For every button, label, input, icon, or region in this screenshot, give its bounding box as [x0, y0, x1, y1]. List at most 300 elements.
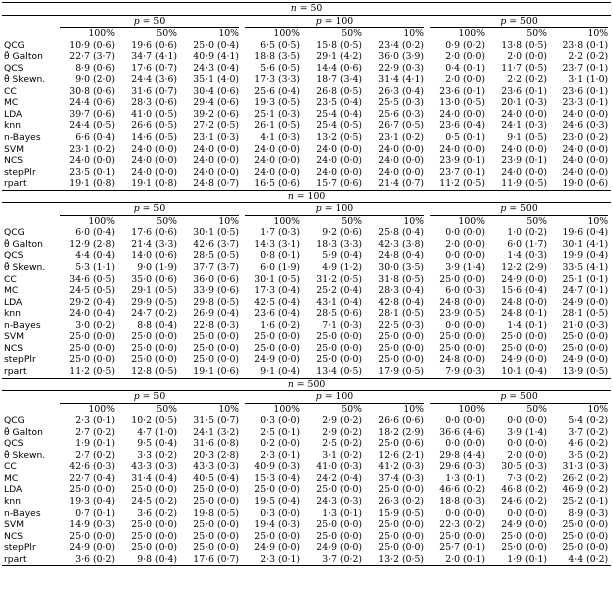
- table-cell: 0·8 (0·1): [260, 250, 300, 262]
- table-row: [2, 354, 611, 366]
- p-symbol: p: [500, 391, 507, 403]
- table-cell: 0·0 (0·0): [507, 415, 547, 427]
- table-cell: 17·6 (0·7): [180, 554, 242, 566]
- table-cell: 25·1 (0·3): [254, 108, 300, 120]
- table-cell: 23·6 (0·1): [562, 85, 609, 97]
- table-cell: 12·6 (2·1): [378, 449, 424, 461]
- table-cell: 36·0 (0·6): [193, 273, 239, 285]
- table-cell: 25·0 (0·0): [439, 331, 485, 343]
- table-cell: 23·3 (0·1): [562, 97, 609, 109]
- table-cell: 24·4 (0·5): [69, 120, 115, 132]
- table-cell: 30·4 (0·6): [193, 85, 239, 97]
- table-cell: 42·8 (0·4): [378, 296, 424, 308]
- table-cell: 26·7 (0·5): [378, 120, 424, 132]
- table-cell: 24·0 (0·0): [131, 143, 177, 155]
- pct-header: 50%: [341, 215, 362, 227]
- table-cell: 25·0 (0·6): [378, 438, 424, 450]
- table-cell: 39·2 (0·6): [193, 108, 239, 120]
- method-label: MC: [4, 97, 19, 109]
- table-cell: 24·9 (0·0): [562, 354, 609, 366]
- table-cell: 8·9 (0·6): [75, 62, 115, 74]
- table-cell: 25·0 (0·0): [131, 542, 177, 554]
- method-label: LDA: [4, 296, 23, 308]
- table-row: [2, 450, 611, 462]
- table-cell: 6·5 (0·5): [260, 39, 300, 51]
- table-cell: 19·1 (0·8): [57, 178, 118, 190]
- table-cell: 24·8 (0·0): [501, 296, 547, 308]
- table-cell: 25·0 (0·0): [131, 342, 177, 354]
- table-cell: 22·3 (0·2): [439, 519, 485, 531]
- table-cell: 7·3 (0·2): [507, 472, 547, 484]
- table-cell: 30·1 (0·5): [193, 227, 239, 239]
- table-cell: 43·3 (0·3): [193, 461, 239, 473]
- pct-header: 10%: [218, 403, 239, 415]
- p-group-rule: p = 500: [430, 16, 608, 29]
- table-cell: 29·1 (4·2): [316, 51, 362, 63]
- table-cell: 24·0 (0·0): [501, 166, 547, 178]
- table-cell: 19·5 (0·4): [254, 495, 300, 507]
- table-cell: 25·0 (0·0): [316, 354, 362, 366]
- table-cell: 25·0 (0·0): [562, 530, 609, 542]
- table-cell: 25·0 (0·0): [501, 542, 547, 554]
- table-cell: 14·9 (0·3): [69, 519, 115, 531]
- table-cell: 2·7 (0·2): [75, 449, 115, 461]
- table-cell: 9·8 (0·4): [118, 554, 180, 566]
- table-cell: 1·9 (0·1): [75, 438, 115, 450]
- table-cell: 0·0 (0·0): [445, 319, 485, 331]
- table-cell: 6·0 (0·3): [445, 285, 485, 297]
- table-cell: 25·0 (0·0): [254, 530, 300, 542]
- table-cell: 24·6 (0·3): [562, 120, 609, 132]
- table-cell: 0·0 (0·0): [507, 438, 547, 450]
- pct-header: 10%: [218, 215, 239, 227]
- pct-header: 10%: [587, 28, 609, 40]
- table-cell: 13·0 (0·5): [439, 97, 485, 109]
- pct-header-row: [2, 216, 611, 228]
- table-cell: 37·7 (3·7): [193, 262, 239, 274]
- method-label: rpart: [2, 178, 57, 190]
- p-value: 500: [520, 391, 538, 403]
- table-cell: 0·3 (0·0): [260, 415, 300, 427]
- table-cell: 13·8 (0·5): [501, 39, 547, 51]
- table-cell: 6·0 (1·7): [507, 238, 547, 250]
- table-cell: 2·2 (0·2): [568, 51, 609, 63]
- n-value: 100: [307, 190, 326, 202]
- table-cell: 25·8 (0·4): [378, 227, 424, 239]
- table-cell: 25·0 (0·0): [193, 519, 239, 531]
- method-label: rpart: [2, 554, 57, 566]
- table-row: [2, 63, 611, 75]
- table-cell: 24·9 (0·0): [562, 296, 609, 308]
- method-label: θ̂ Skewn.: [4, 74, 46, 86]
- table-cell: 17·6 (0·7): [131, 62, 177, 74]
- table-cell: 23·0 (0·2): [562, 132, 609, 144]
- pct-header: 100%: [458, 28, 485, 40]
- table-cell: 31·6 (0·7): [131, 85, 177, 97]
- table-cell: 28·5 (0·5): [193, 250, 239, 262]
- table-cell: 10·1 (0·4): [488, 366, 550, 378]
- method-label: NCS: [4, 342, 24, 354]
- table-row: [2, 250, 611, 262]
- pct-header: 100%: [88, 403, 115, 415]
- table-cell: 25·0 (0·0): [378, 342, 424, 354]
- table-cell: 24·9 (0·0): [501, 354, 547, 366]
- table-cell: 24·0 (0·0): [193, 143, 239, 155]
- table-cell: 6·0 (1·9): [260, 262, 300, 274]
- p-group-row: [2, 15, 611, 28]
- method-label: knn: [4, 120, 21, 132]
- table-cell: 1·3 (0·1): [322, 507, 362, 519]
- pct-header: 100%: [273, 215, 300, 227]
- table-row: [2, 320, 611, 332]
- table-cell: 24·0 (0·0): [501, 143, 547, 155]
- method-label: θ̂ Galton: [4, 238, 43, 250]
- table-cell: 25·0 (0·0): [562, 519, 609, 531]
- table-row: [2, 262, 611, 274]
- table-cell: 31·4 (0·4): [131, 472, 177, 484]
- table-cell: 25·4 (0·5): [316, 120, 362, 132]
- method-label: stepPlr: [4, 542, 36, 554]
- table-cell: 42·6 (3·7): [193, 238, 239, 250]
- table-row: [2, 109, 611, 121]
- table-cell: 46·9 (0·2): [562, 484, 609, 496]
- table-cell: 37·4 (0·3): [378, 472, 424, 484]
- table-cell: 22·9 (0·3): [378, 62, 424, 74]
- table-cell: 24·0 (0·0): [316, 143, 362, 155]
- table-cell: 26·6 (0·5): [131, 120, 177, 132]
- table-cell: 24·9 (0·0): [316, 542, 362, 554]
- table-cell: 3·6 (0·2): [137, 507, 177, 519]
- table-cell: 15·8 (0·5): [316, 39, 362, 51]
- table-cell: 46·8 (0·2): [501, 484, 547, 496]
- method-label: QCG: [4, 227, 25, 239]
- table-cell: 29·4 (0·6): [193, 97, 239, 109]
- table-row: [2, 331, 611, 343]
- table-cell: 26·6 (0·6): [378, 415, 424, 427]
- table-cell: 18·8 (3·5): [254, 51, 300, 63]
- table-cell: 25·7 (0·1): [439, 542, 485, 554]
- table-cell: 3·9 (1·4): [445, 262, 485, 274]
- table-cell: 5·4 (0·2): [568, 415, 609, 427]
- table-cell: 12·8 (0·5): [118, 366, 180, 378]
- table-cell: 0·0 (0·0): [445, 227, 485, 239]
- table-cell: 14·3 (3·1): [254, 238, 300, 250]
- table-cell: 40·9 (4·1): [193, 51, 239, 63]
- table-cell: 11·2 (0·5): [427, 178, 488, 190]
- table-cell: 24·0 (0·0): [378, 166, 424, 178]
- p-value: 500: [520, 15, 538, 27]
- method-label: QCS: [4, 250, 24, 262]
- pct-header: 10%: [587, 403, 609, 415]
- table-row: [2, 132, 611, 144]
- table-row: [2, 308, 611, 320]
- table-cell: 24·0 (0·4): [69, 308, 115, 320]
- table-cell: 8·9 (0·3): [568, 507, 609, 519]
- table-cell: 24·0 (0·0): [562, 155, 609, 167]
- p-group-rule: p = 500: [430, 391, 608, 404]
- table-cell: 25·0 (0·0): [193, 354, 239, 366]
- table-cell: 25·0 (0·0): [316, 530, 362, 542]
- table-cell: 18·3 (3·3): [316, 238, 362, 250]
- table-cell: 19·1 (0·6): [180, 366, 242, 378]
- table-cell: 35·1 (4·0): [193, 74, 239, 86]
- table-cell: 3·7 (0·2): [303, 554, 365, 566]
- table-cell: 25·0 (0·0): [378, 519, 424, 531]
- table-cell: 39·7 (0·6): [69, 108, 115, 120]
- table-cell: 31·6 (0·8): [193, 438, 239, 450]
- table-cell: 28·1 (0·5): [378, 308, 424, 320]
- corner-cell: [2, 404, 57, 416]
- table-cell: 25·0 (0·0): [316, 342, 362, 354]
- pct-header: 10%: [403, 215, 424, 227]
- table-cell: 10·9 (0·6): [69, 39, 115, 51]
- method-label: QCS: [4, 438, 24, 450]
- table-cell: 26·3 (0·2): [378, 495, 424, 507]
- table-cell: 24·4 (0·6): [69, 97, 115, 109]
- table-cell: 12·2 (2·9): [501, 262, 547, 274]
- table-cell: 25·0 (0·0): [193, 495, 239, 507]
- table-cell: 9·5 (0·4): [137, 438, 177, 450]
- table-cell: 33·9 (0·6): [193, 285, 239, 297]
- table-cell: 29·8 (4·4): [439, 449, 485, 461]
- p-symbol: p: [500, 15, 507, 27]
- table-cell: 2·5 (0·2): [322, 438, 362, 450]
- pct-header: 50%: [526, 28, 547, 40]
- table-cell: 25·2 (0·1): [562, 495, 609, 507]
- p-group-header: [57, 203, 242, 216]
- pct-header: 10%: [218, 28, 239, 40]
- table-cell: 11·9 (0·5): [488, 178, 550, 190]
- pct-header: 10%: [587, 215, 609, 227]
- method-label: LDA: [4, 108, 23, 120]
- table-row: [2, 438, 611, 450]
- pct-header: 100%: [458, 215, 485, 227]
- table-cell: 29·8 (0·5): [193, 296, 239, 308]
- table-cell: 21·4 (3·3): [131, 238, 177, 250]
- table-cell: 25·0 (0·0): [193, 484, 239, 496]
- table-cell: 9·2 (0·6): [322, 227, 362, 239]
- table-cell: 25·0 (0·0): [501, 342, 547, 354]
- p-value: 100: [335, 203, 354, 215]
- p-value: 100: [335, 15, 354, 27]
- table-cell: 19·3 (0·5): [254, 97, 300, 109]
- table-cell: 24·4 (3·6): [131, 74, 177, 86]
- table-cell: 1·3 (0·1): [445, 472, 485, 484]
- table-cell: 24·6 (0·2): [501, 495, 547, 507]
- pct-header: 50%: [156, 28, 177, 40]
- pct-header: 50%: [526, 403, 547, 415]
- table-cell: 46·6 (0·2): [439, 484, 485, 496]
- table-row: [2, 178, 611, 190]
- table-cell: 3·9 (1·4): [507, 426, 547, 438]
- table-cell: 24·0 (0·0): [439, 108, 485, 120]
- method-label: knn: [4, 308, 21, 320]
- table-cell: 26·1 (0·5): [254, 120, 300, 132]
- table-cell: 2·0 (0·1): [427, 554, 488, 566]
- table-cell: 22·5 (0·3): [378, 319, 424, 331]
- p-symbol: p: [315, 15, 322, 27]
- table-cell: 34·7 (4·1): [131, 51, 177, 63]
- table-cell: 43·1 (0·4): [316, 296, 362, 308]
- table-cell: 17·3 (3·3): [254, 74, 300, 86]
- corner-cell: [2, 391, 57, 404]
- table-cell: 24·0 (0·0): [193, 155, 239, 167]
- table-cell: 1·4 (0·3): [507, 250, 547, 262]
- table-cell: 25·0 (0·0): [131, 484, 177, 496]
- table-cell: 3·6 (0·2): [57, 554, 118, 566]
- pct-header-row: [2, 28, 611, 40]
- p-group-header: [57, 15, 242, 28]
- table-cell: 25·6 (0·4): [254, 85, 300, 97]
- pct-header: 50%: [526, 215, 547, 227]
- p-group-header: [242, 391, 427, 404]
- table-row: [2, 144, 611, 156]
- table-cell: 7·1 (0·3): [322, 319, 362, 331]
- n-symbol: n: [287, 190, 294, 202]
- method-label: θ̂ Skewn.: [4, 262, 46, 274]
- p-value: 500: [520, 203, 538, 215]
- method-label: θ̂ Galton: [4, 51, 43, 63]
- table-row: [2, 86, 611, 98]
- table-cell: 25·6 (0·3): [378, 108, 424, 120]
- table-cell: 25·1 (0·1): [562, 273, 609, 285]
- table-cell: 31·5 (0·7): [193, 415, 239, 427]
- table-cell: 41·0 (0·3): [316, 461, 362, 473]
- method-label: NCS: [4, 530, 24, 542]
- table-row: [2, 508, 611, 520]
- table-cell: 41·0 (0·5): [131, 108, 177, 120]
- table-cell: 4·1 (0·3): [260, 132, 300, 144]
- method-label: n-Bayes: [4, 319, 41, 331]
- table-cell: 14·6 (0·5): [131, 132, 177, 144]
- table-cell: 13·2 (0·5): [365, 554, 427, 566]
- results-table: [2, 2, 611, 566]
- p-symbol: p: [315, 203, 322, 215]
- table-cell: 25·2 (0·4): [316, 285, 362, 297]
- table-cell: 26·8 (0·5): [316, 85, 362, 97]
- table-cell: 0·3 (0·0): [260, 507, 300, 519]
- table-cell: 25·0 (0·4): [193, 39, 239, 51]
- p-group-header: [427, 391, 611, 404]
- table-cell: 1·9 (0·1): [488, 554, 550, 566]
- table-cell: 28·1 (0·5): [562, 308, 609, 320]
- table-row: [2, 366, 611, 378]
- table-cell: 24·9 (0·0): [501, 519, 547, 531]
- pct-header: 50%: [341, 28, 362, 40]
- p-group-rule: p = 500: [430, 203, 608, 216]
- table-cell: 24·0 (0·0): [562, 108, 609, 120]
- p-value: 100: [335, 391, 354, 403]
- corner-cell: [2, 15, 57, 28]
- table-cell: 25·0 (0·0): [562, 331, 609, 343]
- table-row: [2, 120, 611, 132]
- table-cell: 2·0 (0·0): [445, 51, 485, 63]
- table-cell: 19·1 (0·8): [118, 178, 180, 190]
- table-cell: 25·0 (0·0): [316, 519, 362, 531]
- p-group-header: [242, 203, 427, 216]
- table-cell: 22·7 (3·7): [69, 51, 115, 63]
- table-cell: 42·5 (0·4): [254, 296, 300, 308]
- table-cell: 25·0 (0·0): [378, 331, 424, 343]
- table-cell: 24·0 (0·0): [562, 166, 609, 178]
- table-cell: 42·6 (0·3): [69, 461, 115, 473]
- table-cell: 23·7 (0·1): [439, 166, 485, 178]
- table-cell: 23·9 (0·1): [501, 155, 547, 167]
- table-cell: 23·6 (0·1): [501, 85, 547, 97]
- table-cell: 5·3 (1·1): [75, 262, 115, 274]
- table-cell: 20·1 (0·3): [501, 97, 547, 109]
- table-cell: 24·0 (0·0): [378, 155, 424, 167]
- table-cell: 31·4 (4·1): [378, 74, 424, 86]
- table-cell: 24·2 (0·4): [316, 472, 362, 484]
- p-group-row: [2, 391, 611, 404]
- block-title: n = 100: [2, 190, 611, 203]
- method-label: SVM: [4, 519, 25, 531]
- table-cell: 0·0 (0·0): [445, 415, 485, 427]
- table-cell: 22·7 (0·4): [69, 472, 115, 484]
- p-group-rule: p = 100: [245, 391, 424, 404]
- method-label: MC: [4, 285, 19, 297]
- table-cell: 22·8 (0·3): [193, 319, 239, 331]
- table-cell: 25·0 (0·0): [316, 484, 362, 496]
- table-cell: 21·0 (0·3): [562, 319, 609, 331]
- table-cell: 15·6 (0·4): [501, 285, 547, 297]
- table-row: [2, 285, 611, 297]
- table-cell: 29·2 (0·4): [69, 296, 115, 308]
- table-row: [2, 343, 611, 355]
- method-label: QCG: [4, 39, 25, 51]
- table-cell: 25·0 (0·0): [378, 542, 424, 554]
- table-cell: 40·9 (0·3): [254, 461, 300, 473]
- p-symbol: p: [500, 203, 507, 215]
- table-cell: 2·0 (0·0): [507, 51, 547, 63]
- table-cell: 25·0 (0·0): [193, 542, 239, 554]
- table-cell: 4·9 (1·2): [322, 262, 362, 274]
- n-symbol: n: [287, 378, 294, 390]
- table-cell: 23·6 (0·4): [254, 308, 300, 320]
- table-cell: 2·0 (0·0): [445, 238, 485, 250]
- table-cell: 23·1 (0·3): [193, 132, 239, 144]
- block-title-row: [2, 378, 611, 391]
- table-cell: 6·0 (0·4): [75, 227, 115, 239]
- table-cell: 16·5 (0·6): [242, 178, 303, 190]
- table-cell: 8·8 (0·4): [137, 319, 177, 331]
- table-cell: 26·2 (0·2): [562, 472, 609, 484]
- table-cell: 24·0 (0·0): [378, 143, 424, 155]
- table-cell: 27·2 (0·5): [193, 120, 239, 132]
- table-cell: 36·0 (3·9): [378, 51, 424, 63]
- table-cell: 24·0 (0·0): [501, 108, 547, 120]
- table-cell: 25·0 (0·0): [439, 530, 485, 542]
- p-group-rule: p = 100: [245, 16, 424, 29]
- table-cell: 24·7 (0·1): [562, 285, 609, 297]
- method-label: knn: [4, 495, 21, 507]
- table-cell: 24·7 (0·2): [131, 308, 177, 320]
- table-cell: 0·0 (0·0): [445, 250, 485, 262]
- table-cell: 25·0 (0·0): [69, 530, 115, 542]
- table-cell: 25·0 (0·0): [501, 530, 547, 542]
- method-label: θ̂ Skewn.: [4, 449, 46, 461]
- table-row: [2, 274, 611, 286]
- table-cell: 23·7 (0·1): [562, 62, 609, 74]
- table-cell: 4·4 (0·2): [550, 554, 611, 566]
- table-cell: 24·8 (0·0): [439, 354, 485, 366]
- table-cell: 2·2 (0·2): [507, 74, 547, 86]
- table-cell: 25·0 (0·0): [562, 542, 609, 554]
- table-row: [2, 473, 611, 485]
- table-cell: 1·4 (0·1): [507, 319, 547, 331]
- block-title: n = 50: [2, 3, 611, 16]
